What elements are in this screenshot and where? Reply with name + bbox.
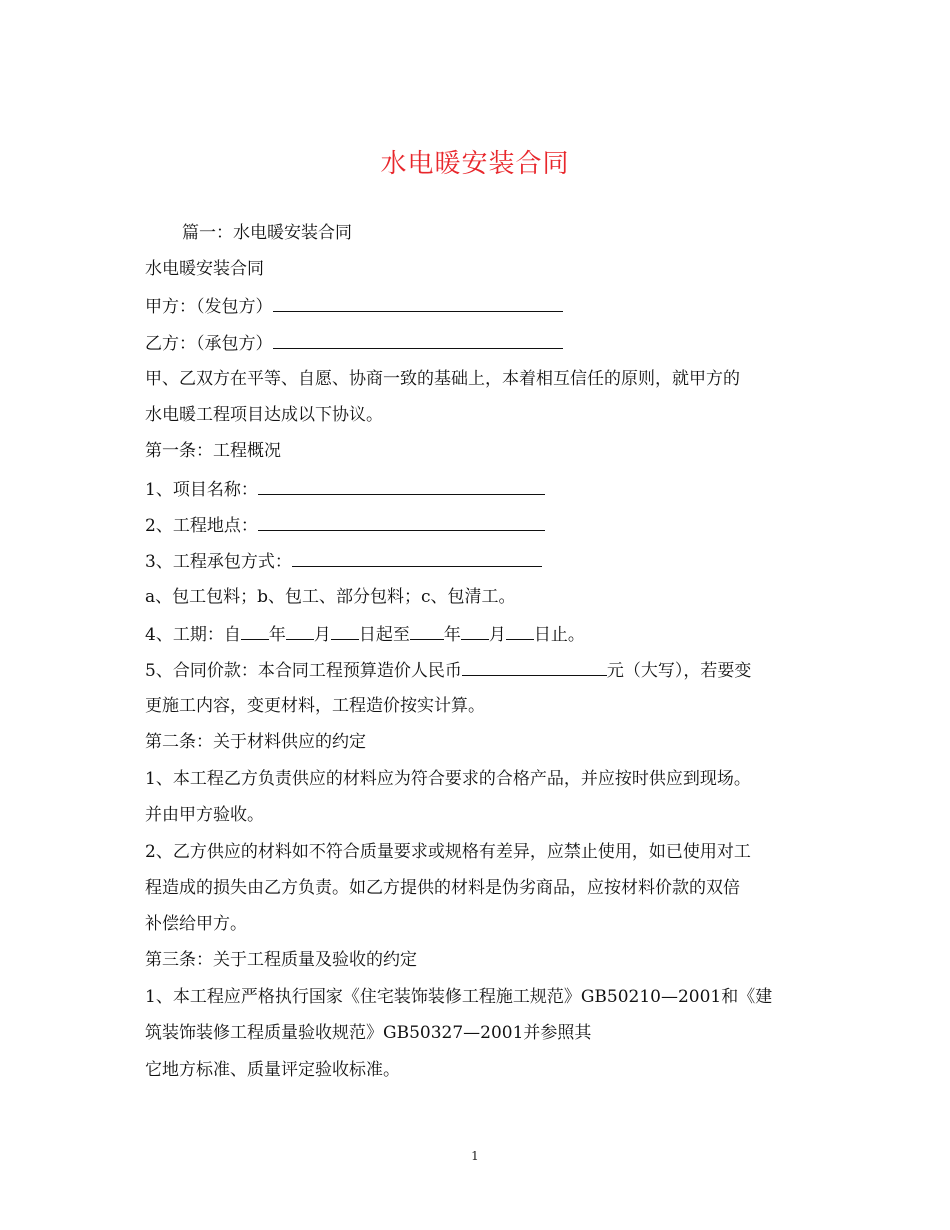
duration-blank [286,621,314,640]
contract-mode-label: 3、工程承包方式： [145,552,292,572]
duration-text: 年 [268,625,286,645]
contract-price-blank [462,657,607,676]
duration-blank [410,621,444,640]
contract-mode-line [145,548,542,574]
project-location-label: 2、工程地点： [145,516,258,536]
page-number: 1 [471,1149,479,1163]
contract-price-line [145,657,751,683]
paragraph-line: 1、本工程应严格执行国家《住宅装饰装修工程施工规范》GB50210—2001和《建 [145,987,773,1007]
duration-text: 月 [313,625,331,645]
paragraph-line: 更施工内容，变更材料，工程造价按实计算。 [145,696,485,716]
party-a-line [145,293,563,319]
duration-blank [331,621,359,640]
party-b-label: 乙方：（承包方） [145,334,273,354]
paragraph-line: 它地方标准、质量评定验收标准。 [145,1060,400,1080]
contract-name: 水电暖安装合同 [145,259,264,279]
duration-blank [461,621,489,640]
article-heading: 第三条：关于工程质量及验收的约定 [145,950,417,970]
document-title: 水电暖安装合同 [380,149,570,179]
paragraph-line: 甲、乙双方在平等、自愿、协商一致的基础上，本着相互信任的原则，就甲方的 [145,369,740,389]
paragraph-line: 补偿给甲方。 [145,914,247,934]
contract-price-text: 5、合同价款：本合同工程预算造价人民币 [145,661,462,681]
paragraph-line: 程造成的损失由乙方负责。如乙方提供的材料是伪劣商品，应按材料价款的双倍 [145,878,740,898]
article-heading: 第一条：工程概况 [145,441,281,461]
paragraph-line: 水电暖工程项目达成以下协议。 [145,405,383,425]
project-name-blank [258,476,545,495]
project-location-blank [258,512,545,531]
party-b-line [145,330,563,356]
project-name-label: 1、项目名称： [145,480,258,500]
paragraph-line: 1、本工程乙方负责供应的材料应为符合要求的合格产品，并应按时供应到现场。 [145,769,751,789]
paragraph-line: 2、乙方供应的材料如不符合质量要求或规格有差异，应禁止使用，如已使用对工 [145,842,751,862]
contract-mode-blank [292,548,542,567]
paragraph-line: 并由甲方验收。 [145,805,264,825]
duration-text: 日止。 [533,625,585,645]
project-location-line [145,512,545,538]
party-b-blank [273,330,563,349]
duration-text: 年 [443,625,461,645]
party-a-blank [273,293,563,312]
duration-line [145,621,585,647]
contract-price-text: 元（大写），若要变 [606,661,752,681]
duration-text: 月 [488,625,506,645]
duration-blank [241,621,269,640]
project-name-line [145,476,545,502]
section-heading: 篇一：水电暖安装合同 [182,223,352,243]
duration-text: 4、工期：自 [145,625,241,645]
party-a-label: 甲方：（发包方） [145,297,273,317]
paragraph-line: a、包工包料；b、包工、部分包料；c、包清工。 [145,587,516,607]
duration-text: 日起至 [358,625,410,645]
duration-blank [506,621,534,640]
article-heading: 第二条：关于材料供应的约定 [145,732,366,752]
paragraph-line: 筑装饰装修工程质量验收规范》GB50327—2001并参照其 [145,1023,592,1043]
